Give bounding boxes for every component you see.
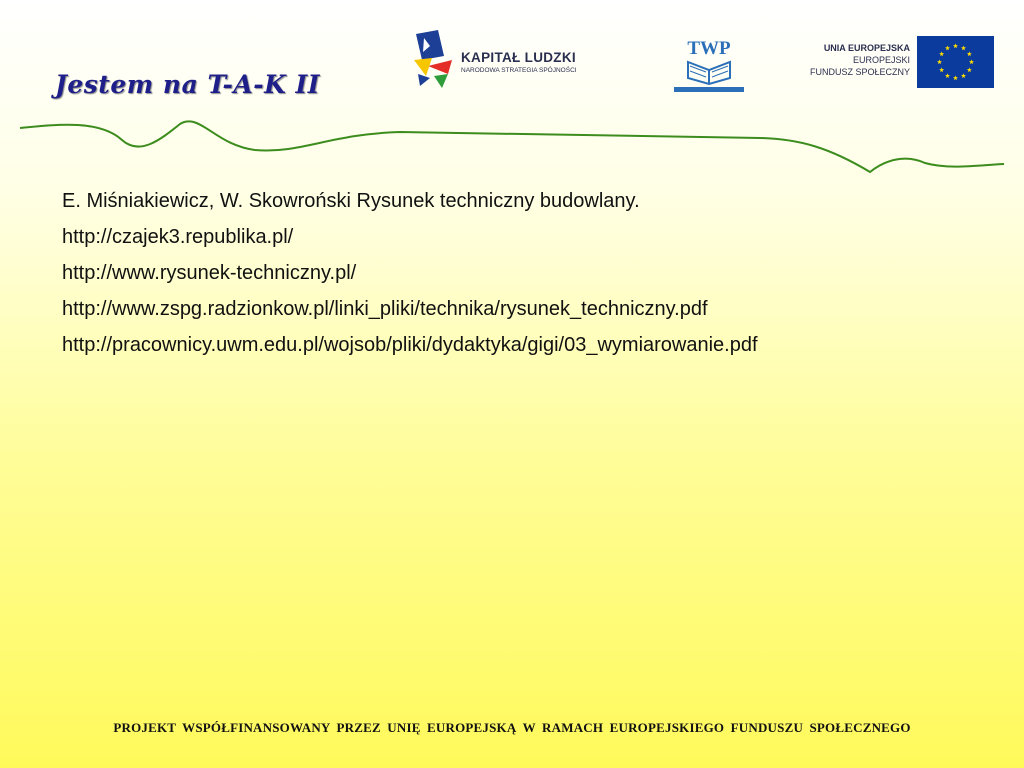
funding-footer: PROJEKT WSPÓŁFINANSOWANY PRZEZ UNIĘ EUROPEJSKĄ W RAMACH EUROPEJSKIEGO FUNDUSZU SPOŁECZNEGO xyxy=(113,720,911,735)
reference-link-czajek3[interactable]: http://czajek3.republika.pl/ xyxy=(62,226,294,248)
eu-logo xyxy=(800,36,994,90)
reference-link-zspg-radzionkow[interactable]: http://www.zspg.radzionkow.pl/linki_pliki/technika/rysunek_techniczny.pdf xyxy=(62,298,708,320)
eu-line-3: FUNDUSZ SPOŁECZNY xyxy=(809,67,910,77)
kapital-ludzki-logo xyxy=(408,30,598,92)
reference-link-rysunek-techniczny[interactable]: http://www.rysunek-techniczny.pl/ xyxy=(62,262,357,284)
reference-link-uwm-wymiarowanie[interactable]: http://pracownicy.uwm.edu.pl/wojsob/pliki/dydaktyka/gigi/03_wymiarowanie.pdf xyxy=(62,334,758,356)
eu-logo-text xyxy=(800,42,910,78)
twp-logo xyxy=(668,34,750,94)
reference-list xyxy=(62,186,758,366)
eu-flag-icon xyxy=(917,36,994,88)
twp-icon xyxy=(668,34,750,94)
eu-line-2: EUROPEJSKI xyxy=(852,55,910,65)
eu-line-1: UNIA EUROPEJSKA xyxy=(823,43,910,53)
kapital-ludzki-subtitle: NARODOWA STRATEGIA SPÓJNOŚCI xyxy=(461,67,577,74)
twp-letters: TWP xyxy=(687,38,731,59)
slide-title: Jestem na T-A-K II xyxy=(55,70,320,99)
kapital-ludzki-name: KAPITAŁ LUDZKI xyxy=(461,50,576,65)
reference-book: E. Miśniakiewicz, W. Skowroński Rysunek techniczny budowlany. xyxy=(62,190,640,212)
kapital-ludzki-icon xyxy=(408,30,458,90)
decorative-wave-line xyxy=(0,110,1024,180)
